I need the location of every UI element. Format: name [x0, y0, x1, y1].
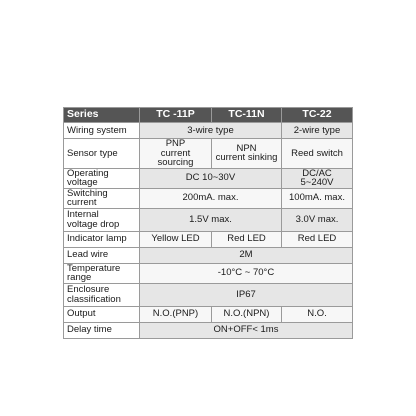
delay-value: ON+OFF< 1ms	[140, 322, 353, 338]
lamp-a: Yellow LED	[140, 231, 212, 247]
sensor-npn	[212, 139, 282, 169]
voltage-label: Operating voltage	[64, 168, 140, 188]
lamp-b: Red LED	[212, 231, 282, 247]
wiring-label: Wiring system	[64, 123, 140, 139]
drop-b: 3.0V max.	[282, 208, 353, 231]
sensor-pnp-line2: current sourcing	[157, 147, 194, 168]
row-current	[64, 188, 353, 208]
output-a: N.O.(PNP)	[140, 306, 212, 322]
drop-a: 1.5V max.	[140, 208, 282, 231]
row-temp	[64, 263, 353, 283]
output-b: N.O.(NPN)	[212, 306, 282, 322]
row-delay	[64, 322, 353, 338]
row-output	[64, 306, 353, 322]
sensor-reed: Reed switch	[282, 139, 353, 169]
enclosure-label	[64, 283, 140, 306]
sensor-pnp	[140, 139, 212, 169]
lamp-label: Indicator lamp	[64, 231, 140, 247]
delay-label: Delay time	[64, 322, 140, 338]
drop-label	[64, 208, 140, 231]
header-series: Series	[64, 108, 140, 123]
wiring-two: 2-wire type	[282, 123, 353, 139]
temp-label: Temperature range	[64, 263, 140, 283]
current-b: 100mA. max.	[282, 188, 353, 208]
header-row	[64, 108, 353, 123]
current-a: 200mA. max.	[140, 188, 282, 208]
output-label: Output	[64, 306, 140, 322]
lamp-c: Red LED	[282, 231, 353, 247]
sensor-npn-line1: NPN	[236, 142, 257, 154]
voltage-ac: DC/AC 5~240V	[282, 168, 353, 188]
sensor-npn-line2: current sinking	[215, 152, 278, 164]
drop-label-line2: voltage drop	[67, 218, 120, 230]
drop-label-line1: Internal	[67, 209, 99, 220]
enclosure-label-line2: classification	[67, 293, 121, 305]
wiring-three: 3-wire type	[140, 123, 282, 139]
row-lead	[64, 247, 353, 263]
voltage-dc: DC 10~30V	[140, 168, 282, 188]
header-tc11n: TC-11N	[212, 108, 282, 123]
row-drop	[64, 208, 353, 231]
sensor-label: Sensor type	[64, 139, 140, 169]
spec-table	[63, 107, 353, 339]
enclosure-label-line1: Enclosure	[67, 284, 110, 295]
temp-value: -10°C ~ 70°C	[140, 263, 353, 283]
row-wiring	[64, 123, 353, 139]
header-tc11p: TC -11P	[140, 108, 212, 123]
enclosure-value: IP67	[140, 283, 353, 306]
row-sensor	[64, 139, 353, 169]
current-label: Switching current	[64, 188, 140, 208]
row-lamp	[64, 231, 353, 247]
header-tc22: TC-22	[282, 108, 353, 123]
lead-value: 2M	[140, 247, 353, 263]
row-enclosure	[64, 283, 353, 306]
lead-label: Lead wire	[64, 247, 140, 263]
output-c: N.O.	[282, 306, 353, 322]
sensor-pnp-line1: PNP	[165, 138, 186, 149]
row-voltage	[64, 168, 353, 188]
